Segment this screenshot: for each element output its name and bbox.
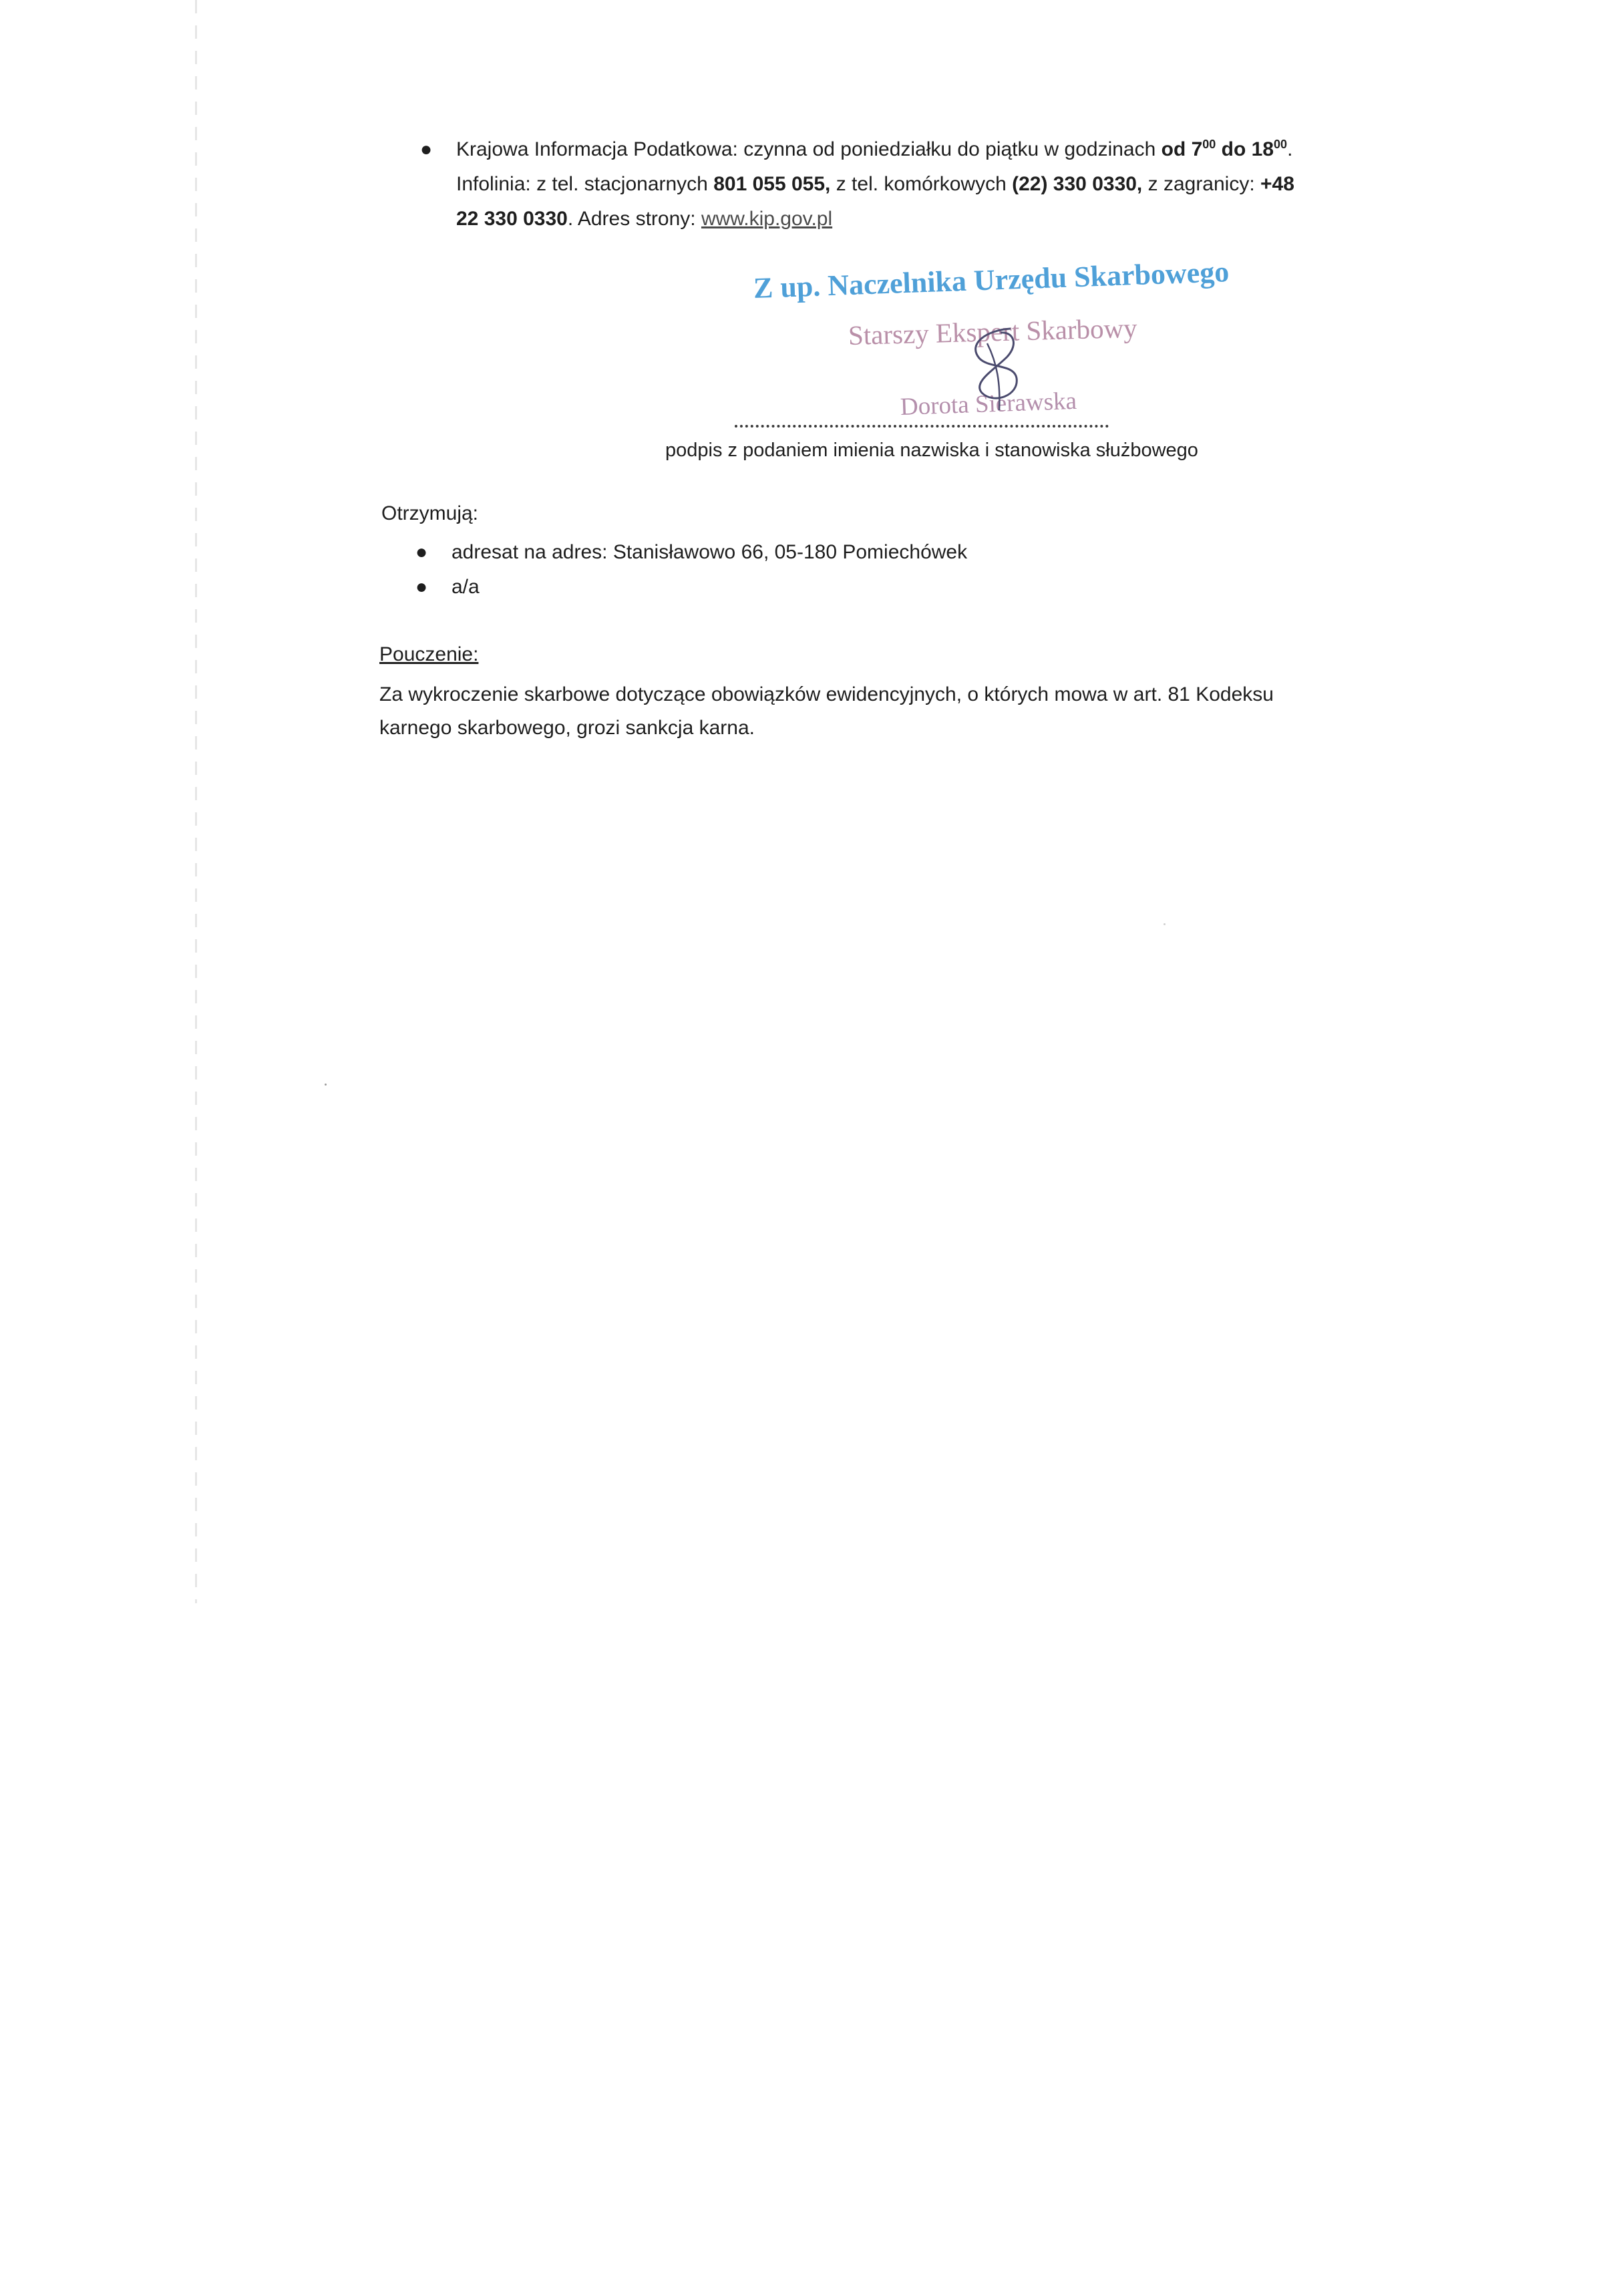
bullet-icon: ● (415, 541, 428, 563)
website-link[interactable]: www.kip.gov.pl (701, 208, 833, 230)
bullet-icon: ● (420, 138, 433, 160)
recipient-item: ● adresat na adres: Stanisławowo 66, 05-180 Pomiechówek (415, 541, 968, 563)
notice-text: Za wykroczenie skarbowe dotyczące obowiązków ewidencyjnych, o których mowa w art. 81 Kodeksu karnego skarbowego, grozi sankcja karna. (379, 683, 1274, 739)
mobile-number: (22) 330 0330, (1012, 173, 1143, 195)
bullet-icon: ● (415, 576, 428, 598)
tax-info-bullet: ● Krajowa Informacja Podatkowa: czynna od poniedziałku do piątku w godzinach od $7^{00}$ do $18^{00}$. Infolinia: z tel. stacjonarnych 801 055 055, z tel. komórkowych (22) 330 0330, z zagranicy: +48 22 330 0330. Adres strony: www.kip.gov.pl (456, 132, 1304, 236)
signature-caption: podpis z podaniem imienia nazwiska i stanowiska służbowego (665, 440, 1198, 461)
scan-speck (1164, 923, 1166, 925)
stamp-authority: Z up. Naczelnika Urzędu Skarbowego (753, 255, 1230, 305)
scan-speck (325, 1084, 327, 1086)
signature-line (735, 425, 1109, 428)
hotline-text: Infolinia: z tel. stacjonarnych (456, 173, 714, 195)
recipients-heading: Otrzymują: (381, 502, 479, 524)
handwritten-signature (947, 317, 1047, 417)
info-text: Krajowa Informacja Podatkowa: czynna od poniedziałku do piątku w godzinach (456, 138, 1161, 160)
stamp-title: Starszy Ekspert Skarbowy (848, 312, 1138, 351)
abroad-number: +48 22 330 0330 (456, 173, 1294, 230)
landline-number: 801 055 055, (713, 173, 831, 195)
notice-heading: Pouczenie: (379, 643, 479, 665)
recipient-item: ● a/a (415, 576, 480, 598)
hours-start: od $7^{00}$ do $18^{00}$ (1161, 138, 1288, 160)
stamp-name: Dorota Sierawska (900, 387, 1077, 421)
scan-edge-artifact (195, 0, 197, 1603)
